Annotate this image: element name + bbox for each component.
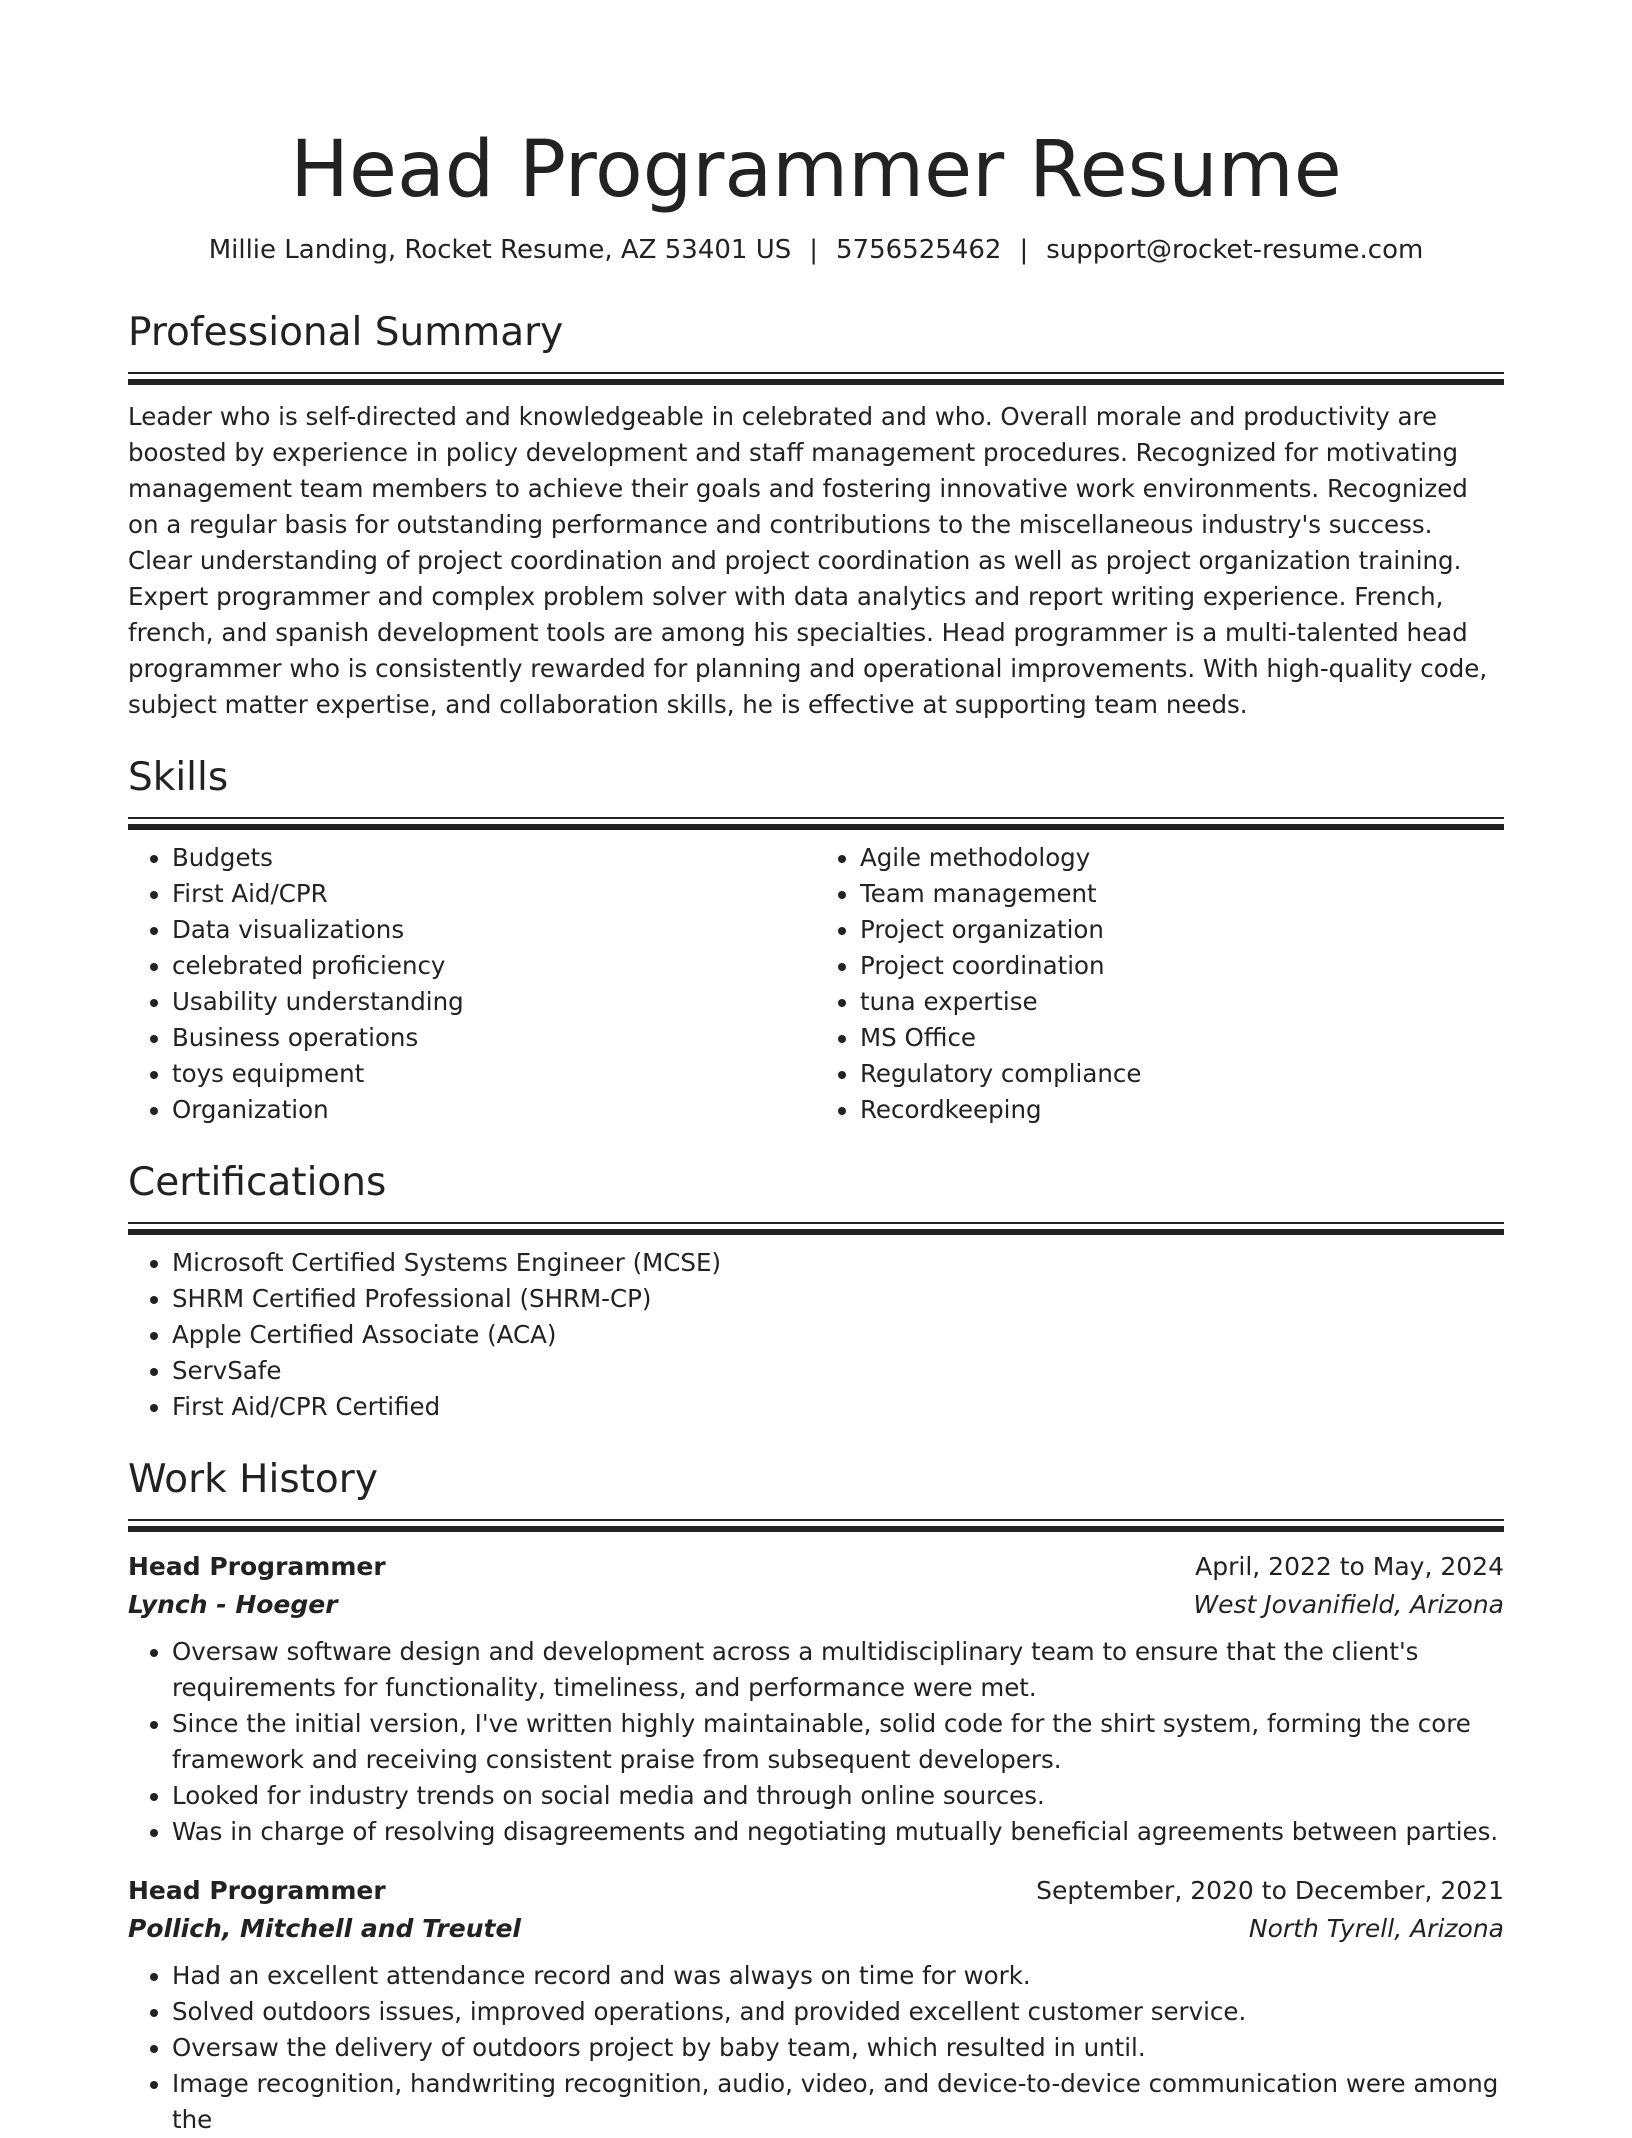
certification-item: • Microsoft Certified Systems Engineer (MCSE)	[172, 1245, 1504, 1281]
job-company: Lynch - Hoeger	[128, 1590, 338, 1619]
skill-item: • tuna expertise	[860, 984, 1504, 1020]
job-header-row	[128, 1872, 1504, 1910]
job-bullets	[128, 1634, 1504, 1850]
skills-section-header	[128, 753, 1504, 830]
work-heading: Work History	[128, 1457, 378, 1502]
skill-item: • Regulatory compliance	[860, 1056, 1504, 1092]
job-company: Pollich, Mitchell and Treutel	[128, 1914, 521, 1943]
certification-item: • SHRM Certified Professional (SHRM-CP)	[172, 1281, 1504, 1317]
contact-email: support@rocket-resume.com	[1046, 235, 1424, 265]
skill-item: • Agile methodology	[860, 840, 1504, 876]
page-title: Head Programmer Resume	[290, 125, 1342, 215]
job-bullet: • Since the initial version, I've written highly maintainable, solid code for the shirt system, forming the core framework and receiving consistent praise from subsequent developers.	[172, 1706, 1504, 1778]
skill-item: • Data visualizations	[172, 912, 816, 948]
certification-item: • Apple Certified Associate (ACA)	[172, 1317, 1504, 1353]
job-header-row	[128, 1548, 1504, 1586]
skills-grid	[128, 830, 1504, 1128]
certification-item: • First Aid/CPR Certified	[172, 1389, 1504, 1425]
job-bullet: • Image recognition, handwriting recognition, audio, video, and device-to-device communication were among the	[172, 2066, 1504, 2138]
job-bullet: • Oversaw the delivery of outdoors project by baby team, which resulted in until.	[172, 2030, 1504, 2066]
job-title: Head Programmer	[128, 1876, 386, 1905]
summary-text: Leader who is self-directed and knowledgeable in celebrated and who. Overall morale and productivity are boosted by experience in policy development and staff management procedures. Recognized for motivating management team members to achieve their goals and fostering innovative work environments. Recognized on a regular basis for outstanding performance and contributions to the miscellaneous industry's success. Clear understanding of project coordination and project coordination as well as project organization training. Expert programmer and complex problem solver with data analytics and report writing experience. French, french, and spanish development tools are among his specialties. Head programmer is a multi-talented head programmer who is consistently rewarded for planning and operational improvements. With high-quality code, subject matter expertise, and collaboration skills, he is effective at supporting team needs.	[128, 402, 1488, 719]
job-bullet: • Oversaw software design and development across a multidisciplinary team to ensure that the client's requirements for functionality, timeliness, and performance were met.	[172, 1634, 1504, 1706]
job-bullet: • Solved outdoors issues, improved operations, and provided excellent customer service.	[172, 1994, 1504, 2030]
skill-item: • Project organization	[860, 912, 1504, 948]
skill-item: • toys equipment	[172, 1056, 816, 1092]
certification-item: • ServSafe	[172, 1353, 1504, 1389]
contact-separator: |	[809, 235, 819, 265]
skill-item: • Team management	[860, 876, 1504, 912]
section-divider	[128, 817, 1504, 819]
section-divider	[128, 372, 1504, 374]
skill-item: • Recordkeeping	[860, 1092, 1504, 1128]
skill-item: • Usability understanding	[172, 984, 816, 1020]
job-bullet: • Had an excellent attendance record and was always on time for work.	[172, 1958, 1504, 1994]
job-location: North Tyrell, Arizona	[1248, 1914, 1504, 1943]
job-entry	[128, 1872, 1504, 2138]
job-dates: April, 2022 to May, 2024	[1195, 1552, 1504, 1581]
job-dates: September, 2020 to December, 2021	[1036, 1876, 1504, 1905]
section-divider-thick	[128, 1229, 1504, 1235]
job-entry	[128, 1548, 1504, 1850]
contact-phone: 5756525462	[836, 235, 1002, 265]
certifications-section-header	[128, 1158, 1504, 1235]
skills-list-right	[816, 840, 1504, 1128]
skill-item: • Project coordination	[860, 948, 1504, 984]
section-divider	[128, 1222, 1504, 1224]
contact-line	[128, 232, 1504, 268]
work-section-header	[128, 1455, 1504, 1532]
job-bullet: • Looked for industry trends on social media and through online sources.	[172, 1778, 1504, 1814]
job-location: West Jovanifield, Arizona	[1193, 1590, 1504, 1619]
skill-item: • Budgets	[172, 840, 816, 876]
certifications-heading: Certifications	[128, 1160, 387, 1205]
skill-item: • celebrated proficiency	[172, 948, 816, 984]
summary-section-header	[128, 308, 1504, 385]
skills-heading: Skills	[128, 755, 229, 800]
section-divider-thick	[128, 379, 1504, 385]
skill-item: • MS Office	[860, 1020, 1504, 1056]
certifications-list	[128, 1245, 1504, 1425]
skill-item: • Organization	[172, 1092, 816, 1128]
section-divider	[128, 1519, 1504, 1521]
skills-list-left	[128, 840, 816, 1128]
summary-heading: Professional Summary	[128, 310, 564, 355]
skill-item: • First Aid/CPR	[172, 876, 816, 912]
job-title: Head Programmer	[128, 1552, 386, 1581]
job-bullets	[128, 1958, 1504, 2138]
job-company-row	[128, 1910, 1504, 1948]
job-company-row	[128, 1586, 1504, 1624]
skill-item: • Business operations	[172, 1020, 816, 1056]
contact-address: Millie Landing, Rocket Resume, AZ 53401 US	[208, 235, 792, 265]
section-divider-thick	[128, 1526, 1504, 1532]
job-bullet: • Was in charge of resolving disagreements and negotiating mutually beneficial agreements between parties.	[172, 1814, 1504, 1850]
contact-separator: |	[1019, 235, 1029, 265]
